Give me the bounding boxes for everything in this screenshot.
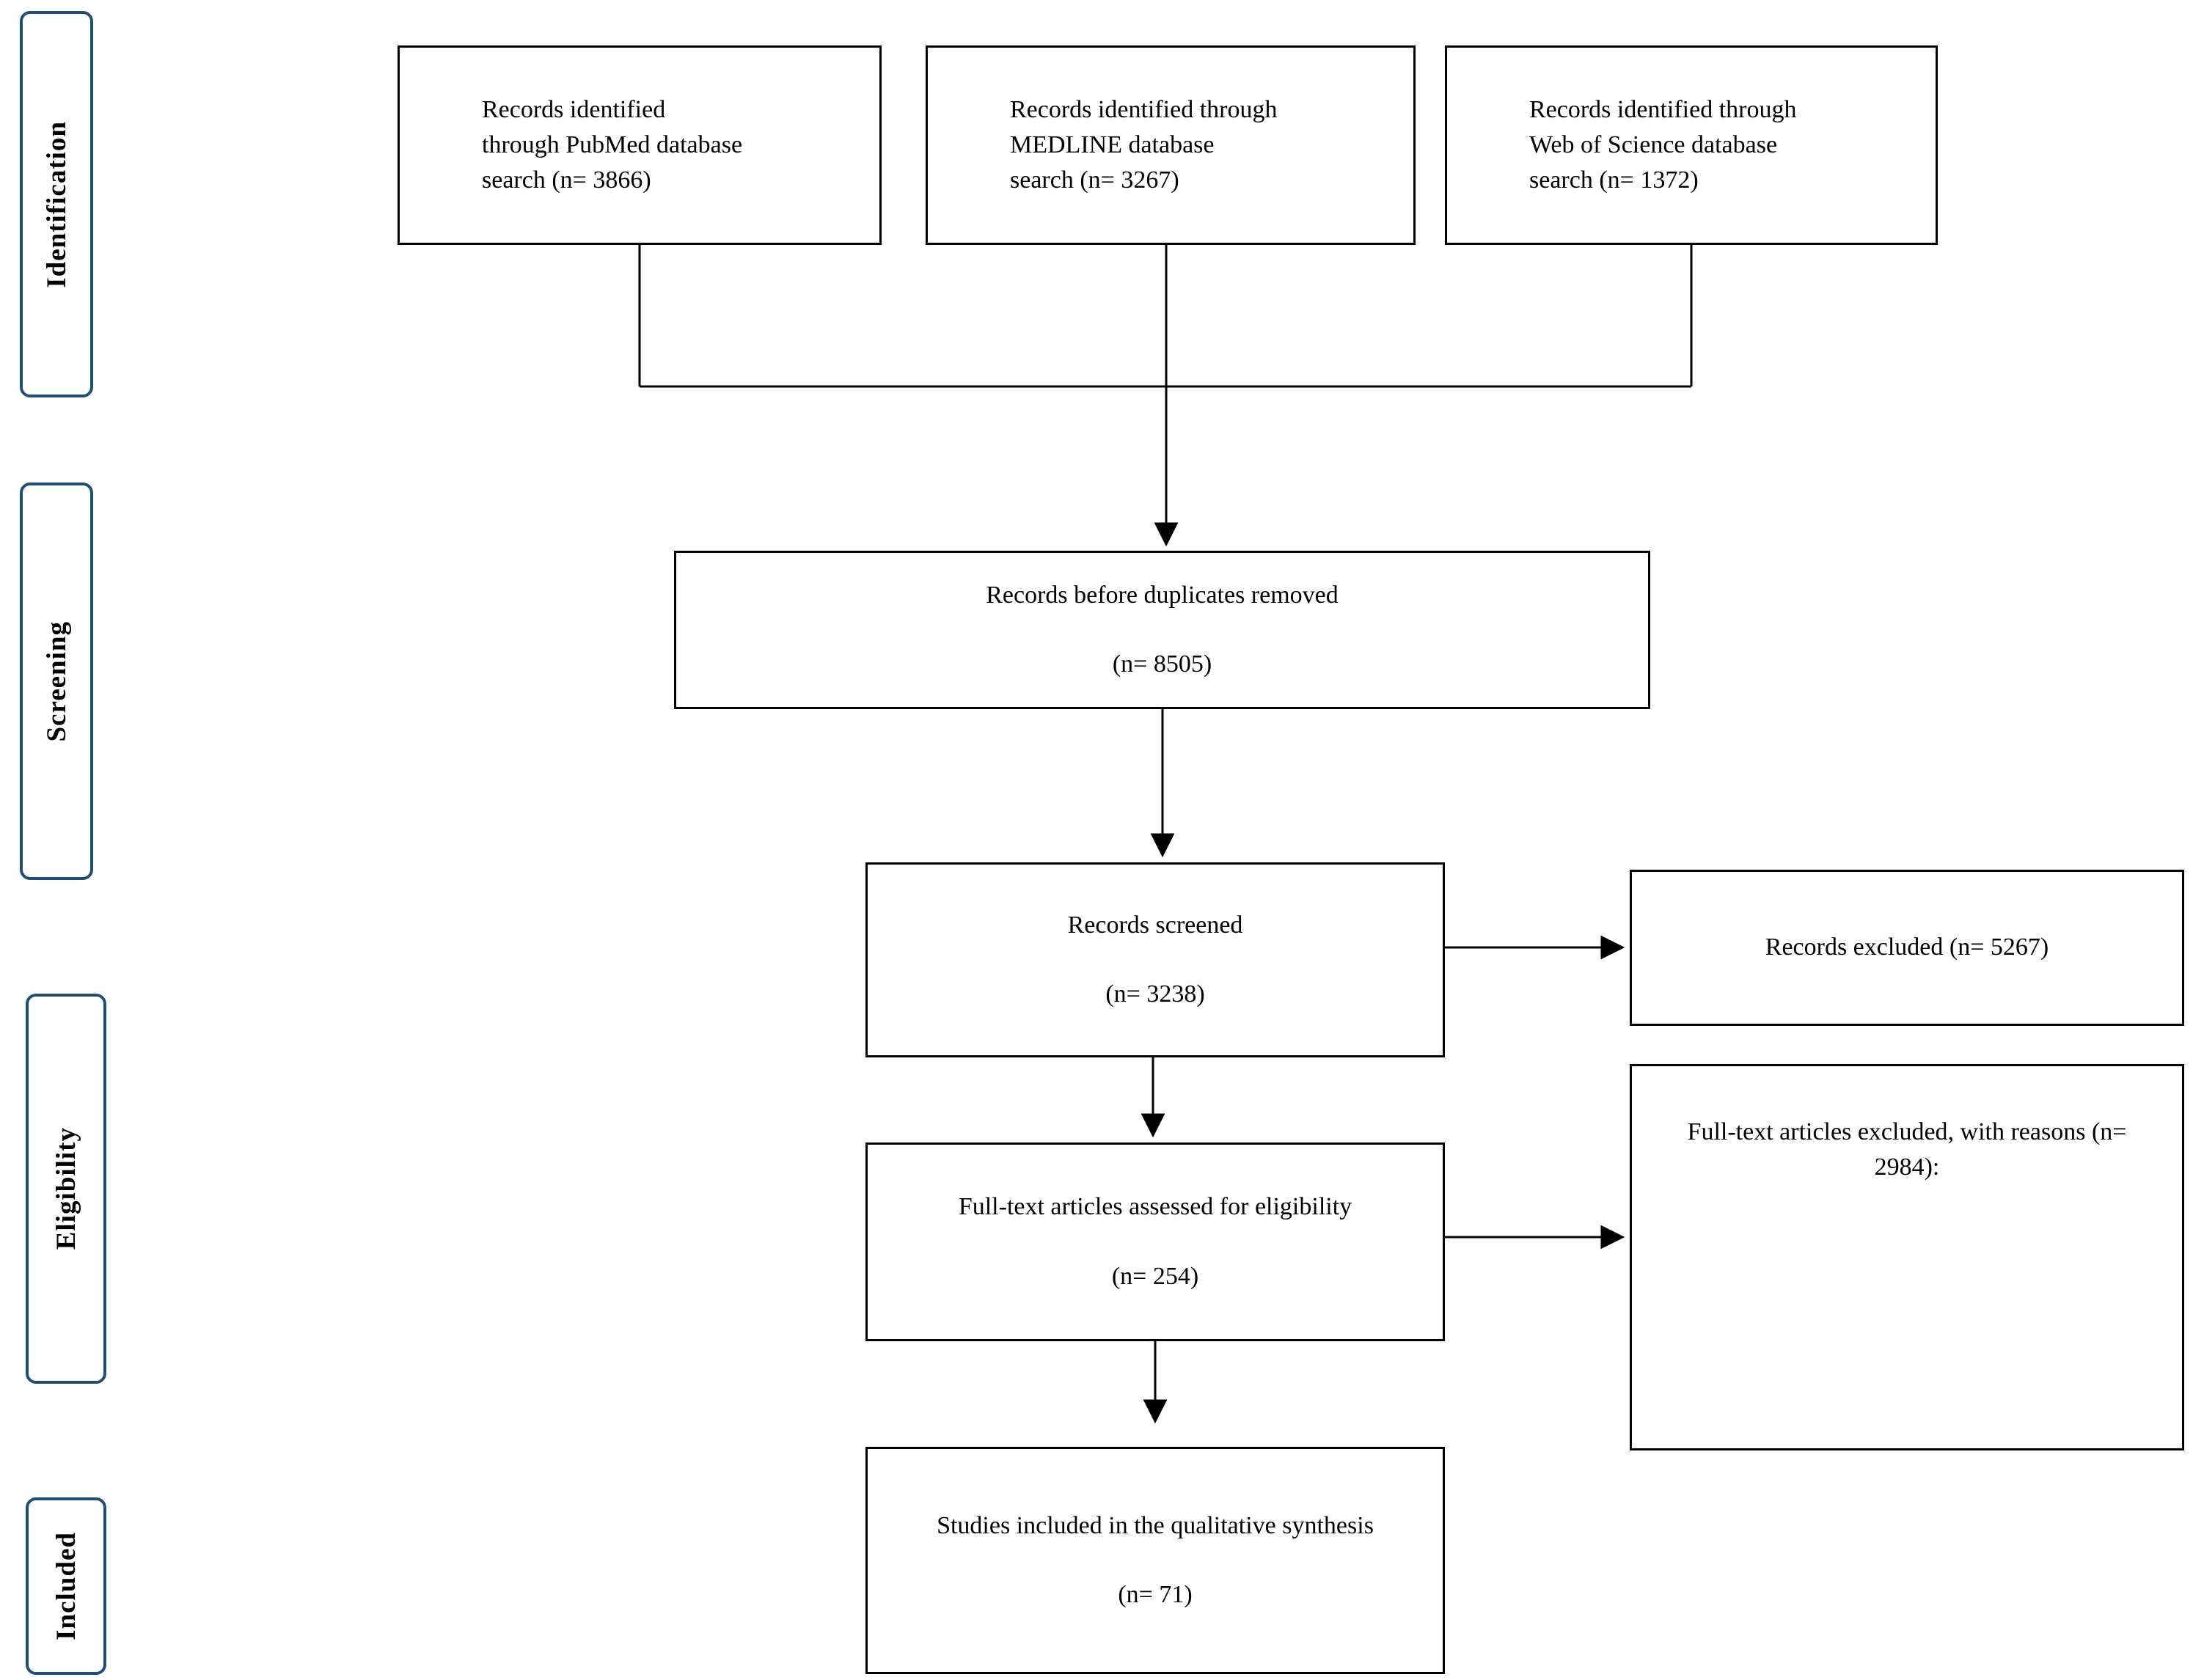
box-main-text: Records before duplicates removed: [986, 581, 1339, 609]
stage-label-text: Identification: [41, 120, 72, 288]
box-main-text: Full-text articles excluded, with reasons (n= 2984):: [1687, 1118, 2127, 1181]
box-n-text: (n= 3238): [1105, 980, 1205, 1008]
box-line: Web of Science database: [1529, 131, 1778, 158]
box-n-text: (n= 8505): [1112, 650, 1212, 678]
box-main-text: Studies included in the qualitative synthesis: [937, 1511, 1374, 1539]
box-records-pubmed: [398, 45, 882, 245]
box-n-text: (n= 71): [1118, 1581, 1193, 1608]
stage-label-text: Screening: [41, 620, 72, 742]
box-line: MEDLINE database: [1010, 131, 1215, 158]
box-line: search (n= 3267): [1010, 166, 1179, 194]
box-line: Records identified through: [1010, 95, 1278, 123]
box-records-medline: [926, 45, 1416, 245]
box-n-text: (n= 254): [1111, 1262, 1199, 1290]
stage-label-text: Included: [51, 1532, 81, 1640]
stage-label-screening: [20, 483, 93, 880]
box-records-web-of-science: [1445, 45, 1938, 245]
box-line: search (n= 1372): [1529, 166, 1699, 194]
box-main-text: Records screened: [1067, 911, 1243, 939]
stage-label-included: [26, 1497, 106, 1675]
box-main-text: Records excluded (n= 5267): [1765, 933, 2049, 961]
stage-label-eligibility: [26, 994, 106, 1384]
box-line: Records identified: [482, 95, 666, 123]
box-records-excluded: [1630, 870, 2184, 1026]
box-fulltext-assessed: [865, 1142, 1445, 1341]
box-studies-included: [865, 1447, 1445, 1674]
stage-label-identification: [20, 11, 93, 397]
box-records-screened: [865, 862, 1445, 1057]
box-line: Records identified through: [1529, 95, 1797, 123]
box-fulltext-excluded: [1630, 1064, 2184, 1450]
stage-label-text: Eligibility: [51, 1127, 81, 1250]
box-line: through PubMed database: [482, 131, 743, 158]
box-main-text: Full-text articles assessed for eligibility: [958, 1193, 1352, 1221]
box-records-before-duplicates: [674, 551, 1650, 709]
box-line: search (n= 3866): [482, 166, 651, 194]
